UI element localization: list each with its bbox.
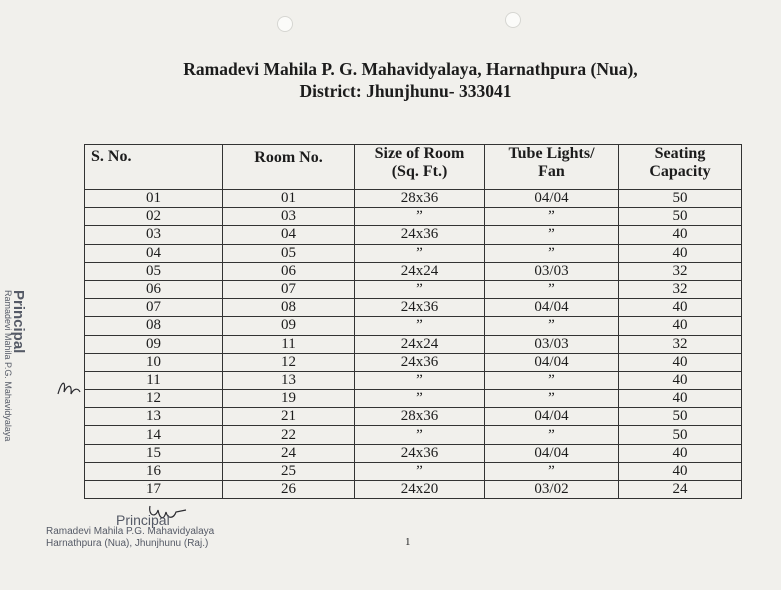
- cell-tube-fan: ”: [485, 426, 619, 444]
- cell-size: 24x36: [355, 353, 485, 371]
- cell-room-no: 04: [223, 226, 355, 244]
- cell-tube-fan: ”: [485, 462, 619, 480]
- cell-sno: 13: [85, 408, 223, 426]
- punch-hole-left: [277, 16, 293, 32]
- rooms-table: [84, 144, 742, 499]
- header-sno: S. No.: [85, 145, 223, 190]
- cell-room-no: 25: [223, 462, 355, 480]
- cell-seating: 40: [619, 244, 742, 262]
- cell-tube-fan: 03/03: [485, 335, 619, 353]
- cell-sno: 15: [85, 444, 223, 462]
- cell-size: 24x36: [355, 226, 485, 244]
- cell-seating: 32: [619, 262, 742, 280]
- signature-side: [54, 374, 84, 404]
- cell-tube-fan: 04/04: [485, 299, 619, 317]
- institution-name: Ramadevi Mahila P. G. Mahavidyalaya, Harnathpura (Nua),: [183, 59, 638, 79]
- cell-size: ”: [355, 426, 485, 444]
- table-row: [85, 280, 742, 298]
- cell-room-no: 19: [223, 390, 355, 408]
- cell-sno: 03: [85, 226, 223, 244]
- cell-sno: 12: [85, 390, 223, 408]
- cell-room-no: 24: [223, 444, 355, 462]
- cell-size: ”: [355, 208, 485, 226]
- header-seating-capacity: Seating Capacity: [619, 145, 742, 190]
- cell-room-no: 08: [223, 299, 355, 317]
- cell-tube-fan: 03/03: [485, 262, 619, 280]
- principal-stamp-side: Principal Ramadevi Mahila P.G. Mahavidyalaya: [3, 290, 27, 442]
- cell-room-no: 21: [223, 408, 355, 426]
- cell-room-no: 06: [223, 262, 355, 280]
- cell-sno: 06: [85, 280, 223, 298]
- cell-tube-fan: ”: [485, 244, 619, 262]
- table-row: [85, 208, 742, 226]
- table-row: [85, 408, 742, 426]
- cell-sno: 16: [85, 462, 223, 480]
- cell-room-no: 01: [223, 190, 355, 208]
- principal-stamp-bottom: Principal Ramadevi Mahila P.G. Mahavidyalaya Harnathpura (Nua), Jhunjhunu (Raj.): [46, 512, 215, 549]
- cell-seating: 24: [619, 481, 742, 499]
- cell-tube-fan: ”: [485, 208, 619, 226]
- cell-size: ”: [355, 390, 485, 408]
- cell-room-no: 13: [223, 371, 355, 389]
- cell-seating: 40: [619, 353, 742, 371]
- table-row: [85, 353, 742, 371]
- cell-room-no: 03: [223, 208, 355, 226]
- institution-district: District: Jhunjhunu- 333041: [299, 81, 512, 101]
- header-tube-lights-fan: Tube Lights/ Fan: [485, 145, 619, 190]
- page-number: 1: [405, 536, 411, 548]
- cell-sno: 14: [85, 426, 223, 444]
- cell-tube-fan: 04/04: [485, 408, 619, 426]
- cell-room-no: 05: [223, 244, 355, 262]
- cell-seating: 32: [619, 335, 742, 353]
- punch-hole-right: [505, 12, 521, 28]
- cell-seating: 40: [619, 390, 742, 408]
- cell-seating: 40: [619, 317, 742, 335]
- table-row: [85, 299, 742, 317]
- cell-seating: 40: [619, 299, 742, 317]
- cell-size: 24x24: [355, 335, 485, 353]
- table-row: [85, 371, 742, 389]
- cell-sno: 01: [85, 190, 223, 208]
- cell-seating: 50: [619, 426, 742, 444]
- cell-tube-fan: ”: [485, 371, 619, 389]
- table-row: [85, 190, 742, 208]
- cell-sno: 10: [85, 353, 223, 371]
- table-row: [85, 262, 742, 280]
- table-row: [85, 390, 742, 408]
- cell-sno: 05: [85, 262, 223, 280]
- cell-sno: 09: [85, 335, 223, 353]
- cell-tube-fan: 03/02: [485, 481, 619, 499]
- cell-size: 24x36: [355, 299, 485, 317]
- table-row: [85, 317, 742, 335]
- cell-size: 24x36: [355, 444, 485, 462]
- cell-size: 24x20: [355, 481, 485, 499]
- table-row: [85, 426, 742, 444]
- cell-seating: 40: [619, 371, 742, 389]
- cell-tube-fan: ”: [485, 226, 619, 244]
- cell-tube-fan: ”: [485, 317, 619, 335]
- table-row: [85, 462, 742, 480]
- cell-room-no: 11: [223, 335, 355, 353]
- cell-tube-fan: ”: [485, 390, 619, 408]
- cell-seating: 40: [619, 462, 742, 480]
- document-header: [0, 58, 781, 102]
- header-size-of-room: Size of Room (Sq. Ft.): [355, 145, 485, 190]
- cell-seating: 50: [619, 208, 742, 226]
- cell-sno: 04: [85, 244, 223, 262]
- table-row: [85, 444, 742, 462]
- cell-seating: 40: [619, 226, 742, 244]
- cell-size: 28x36: [355, 190, 485, 208]
- cell-size: ”: [355, 244, 485, 262]
- cell-room-no: 22: [223, 426, 355, 444]
- table-row: [85, 335, 742, 353]
- cell-size: 24x24: [355, 262, 485, 280]
- table-row: [85, 244, 742, 262]
- cell-tube-fan: 04/04: [485, 190, 619, 208]
- cell-seating: 32: [619, 280, 742, 298]
- cell-size: ”: [355, 371, 485, 389]
- cell-tube-fan: 04/04: [485, 444, 619, 462]
- cell-seating: 40: [619, 444, 742, 462]
- header-room-no: Room No.: [223, 145, 355, 190]
- cell-seating: 50: [619, 190, 742, 208]
- cell-sno: 17: [85, 481, 223, 499]
- cell-seating: 50: [619, 408, 742, 426]
- cell-size: ”: [355, 462, 485, 480]
- cell-tube-fan: 04/04: [485, 353, 619, 371]
- cell-room-no: 12: [223, 353, 355, 371]
- cell-sno: 11: [85, 371, 223, 389]
- table-row: [85, 481, 742, 499]
- cell-room-no: 09: [223, 317, 355, 335]
- cell-tube-fan: ”: [485, 280, 619, 298]
- table-row: [85, 226, 742, 244]
- cell-sno: 07: [85, 299, 223, 317]
- cell-room-no: 07: [223, 280, 355, 298]
- cell-size: 28x36: [355, 408, 485, 426]
- cell-size: ”: [355, 317, 485, 335]
- cell-size: ”: [355, 280, 485, 298]
- cell-room-no: 26: [223, 481, 355, 499]
- cell-sno: 02: [85, 208, 223, 226]
- table-header-row: [85, 145, 742, 190]
- cell-sno: 08: [85, 317, 223, 335]
